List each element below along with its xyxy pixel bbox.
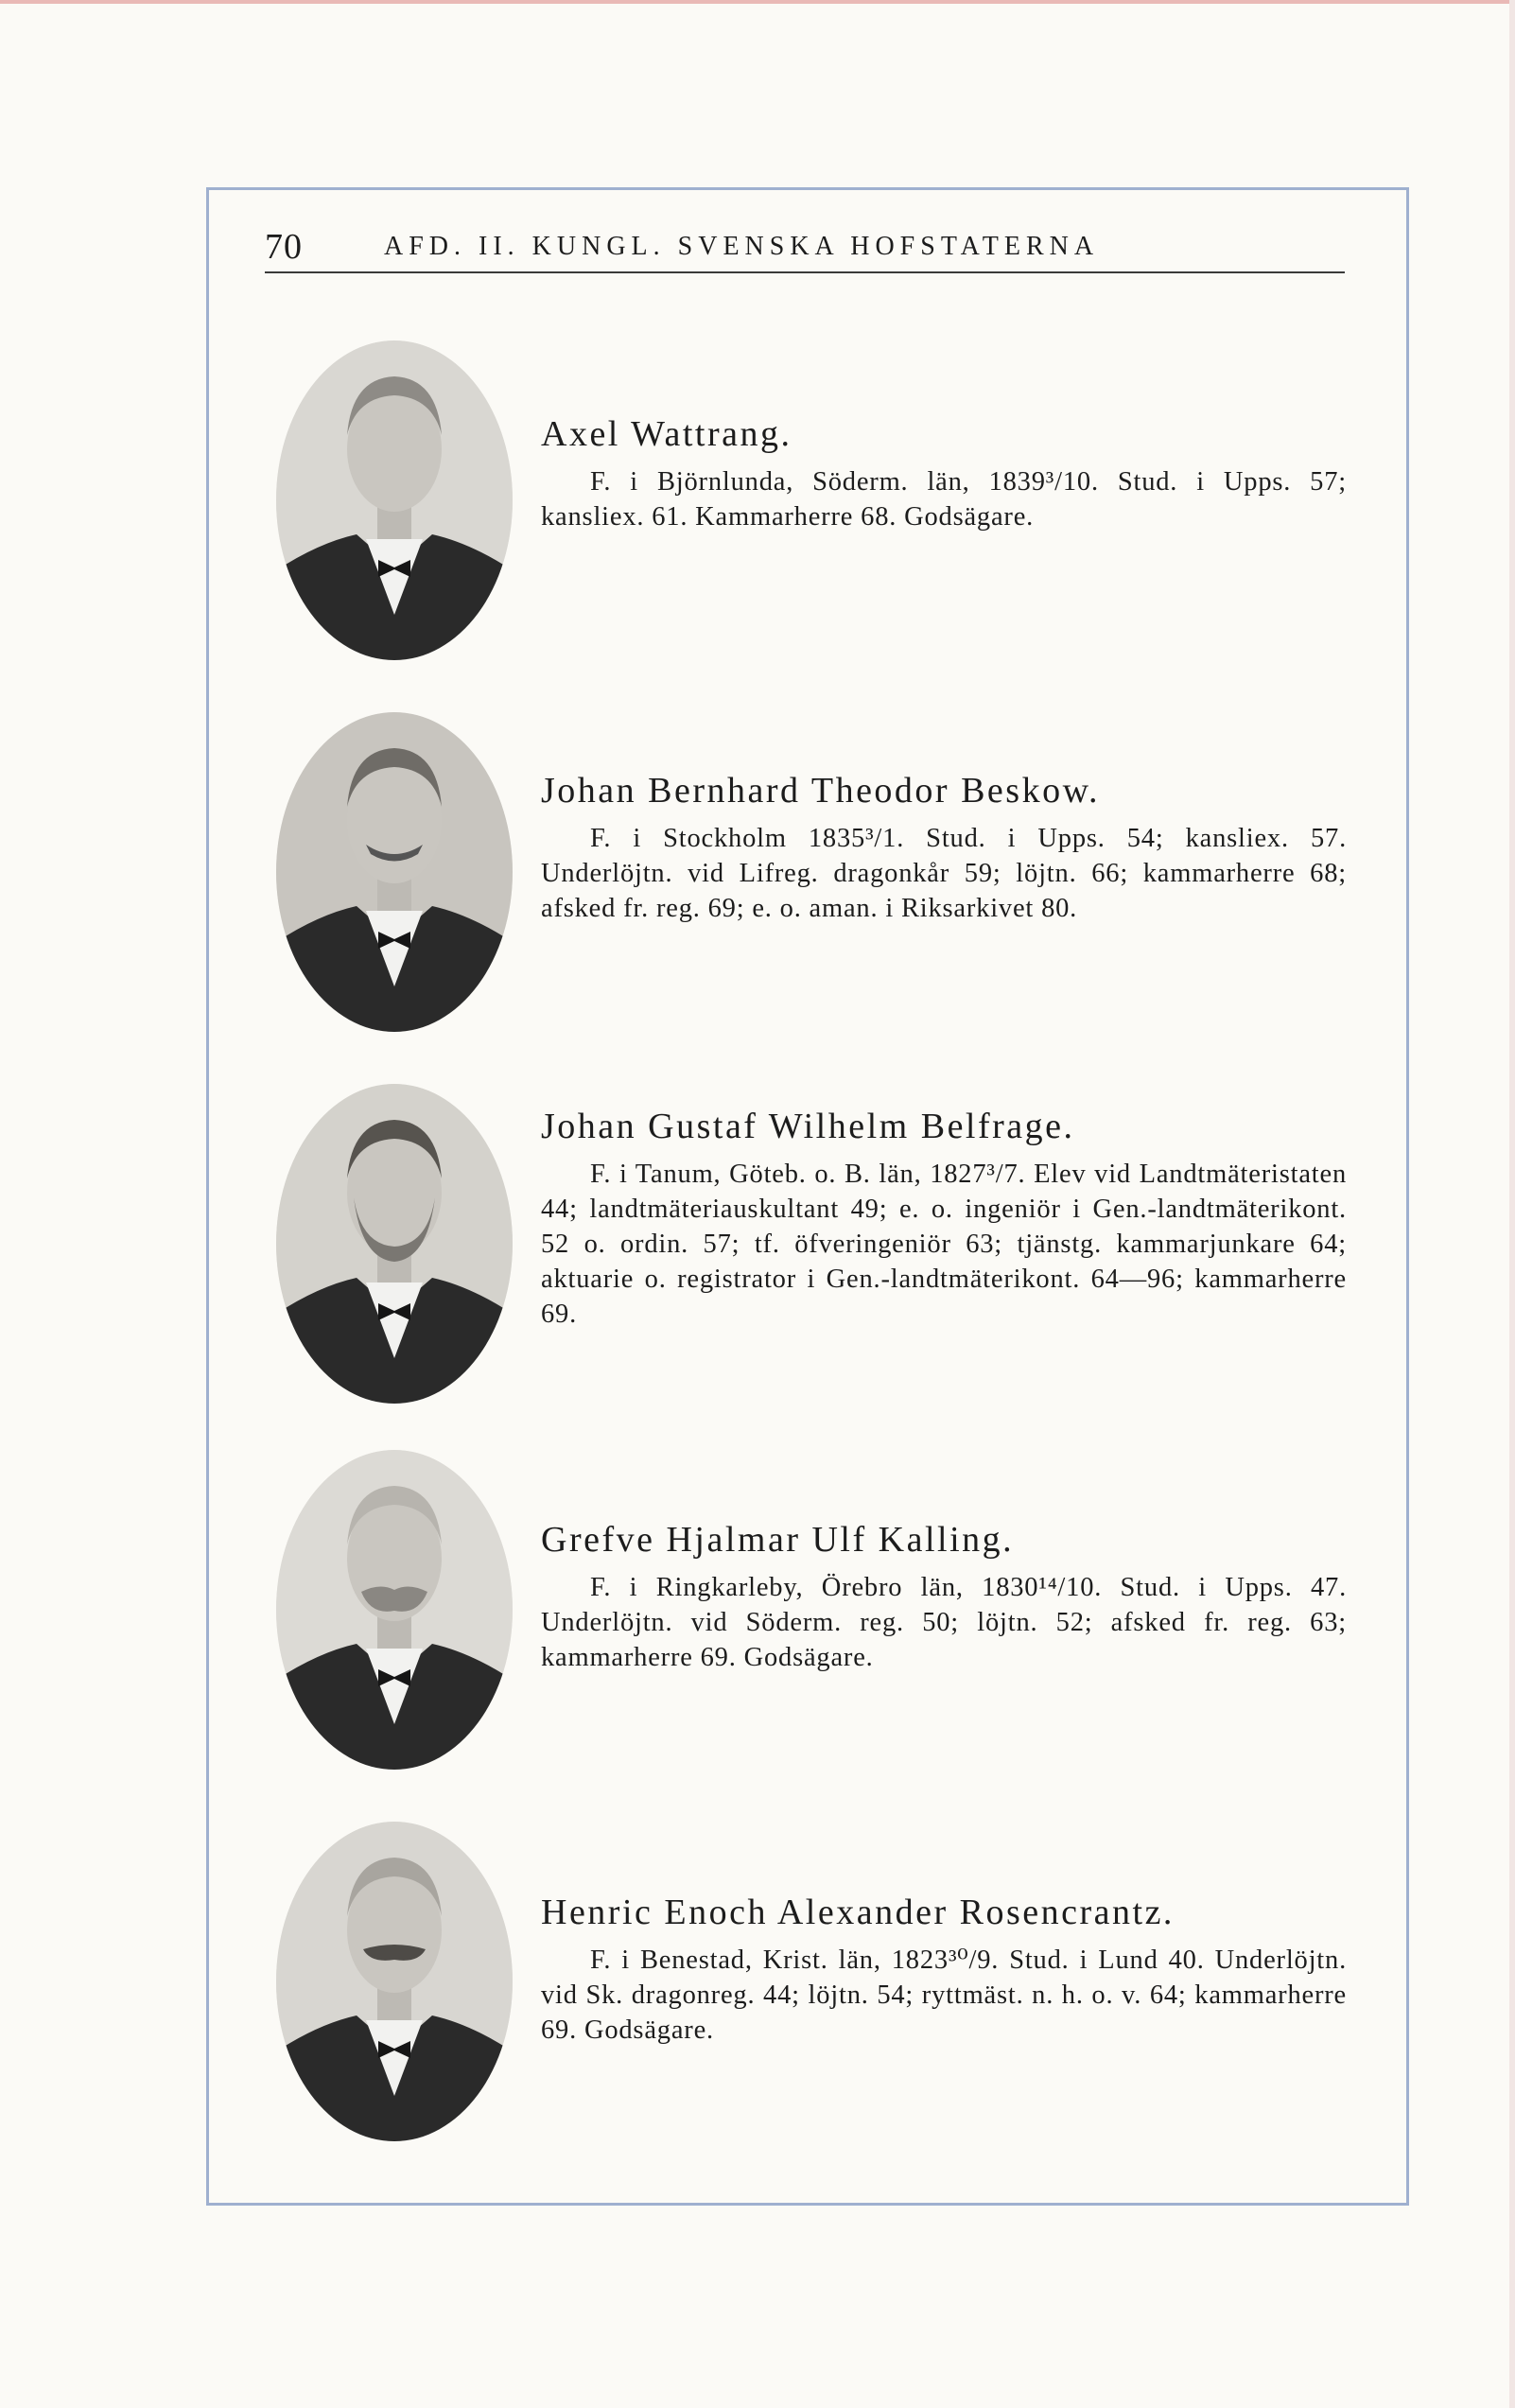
biography-entry xyxy=(541,1106,1347,1332)
biography-text: F. i Björnlunda, Söderm. län, 1839³/10. Stud. i Upps. 57; kansliex. 61. Kammarherre 68. Godsägare. xyxy=(541,467,1347,532)
person-name: Axel Wattrang. xyxy=(541,414,792,454)
portrait-photo xyxy=(276,1822,513,2141)
page-number: 70 xyxy=(265,227,303,267)
person-name: Johan Bernhard Theodor Beskow. xyxy=(541,771,1101,811)
biography-entry xyxy=(541,770,1347,926)
running-title: AFD. II. KUNGL. SVENSKA HOFSTATERNA xyxy=(384,232,1100,261)
biography-text: F. i Stockholm 1835³/1. Stud. i Upps. 54; kansliex. 57. Underlöjtn. vid Lifreg. dragonkår 59; löjtn. 66; kammarherre 68; afsked fr. reg. 69; e. o. aman. i Riksarkivet 80. xyxy=(541,824,1347,923)
biography-entry xyxy=(541,1519,1347,1675)
biography-text: F. i Benestad, Krist. län, 1823³⁰/9. Stud. i Lund 40. Underlöjtn. vid Sk. dragonreg. 44; löjtn. 54; ryttmäst. n. h. o. v. 64; kammarherre 69. Godsägare. xyxy=(541,1946,1347,2045)
portrait-photo xyxy=(276,712,513,1032)
biography-entry xyxy=(541,413,1347,534)
biography-text: F. i Tanum, Göteb. o. B. län, 1827³/7. Elev vid Landtmäteristaten 44; landtmäteriauskultant 49; e. o. ingeniör i Gen.-landtmäterikont. 52 o. ordin. 57; tf. öfveringeniör 63; tjänstg. kammarjunkare 64; aktuarie o. registrator i Gen.-landtmäterikont. 64—96; kammarherre 69. xyxy=(541,1160,1347,1329)
biography-entry xyxy=(541,1892,1347,2048)
person-name: Johan Gustaf Wilhelm Belfrage. xyxy=(541,1107,1075,1146)
person-name: Grefve Hjalmar Ulf Kalling. xyxy=(541,1520,1015,1560)
biography-text: F. i Ringkarleby, Örebro län, 1830¹⁴/10. Stud. i Upps. 47. Underlöjtn. vid Söderm. reg. 50; löjtn. 52; afsked fr. reg. 63; kammarherre 69. Godsägare. xyxy=(541,1573,1347,1672)
person-name: Henric Enoch Alexander Rosencrantz. xyxy=(541,1893,1175,1932)
portrait-photo xyxy=(276,1450,513,1770)
page-edge-top xyxy=(0,0,1515,4)
running-header xyxy=(265,224,1345,273)
page-edge-right xyxy=(1509,0,1515,2408)
portrait-photo xyxy=(276,340,513,660)
portrait-photo xyxy=(276,1084,513,1404)
